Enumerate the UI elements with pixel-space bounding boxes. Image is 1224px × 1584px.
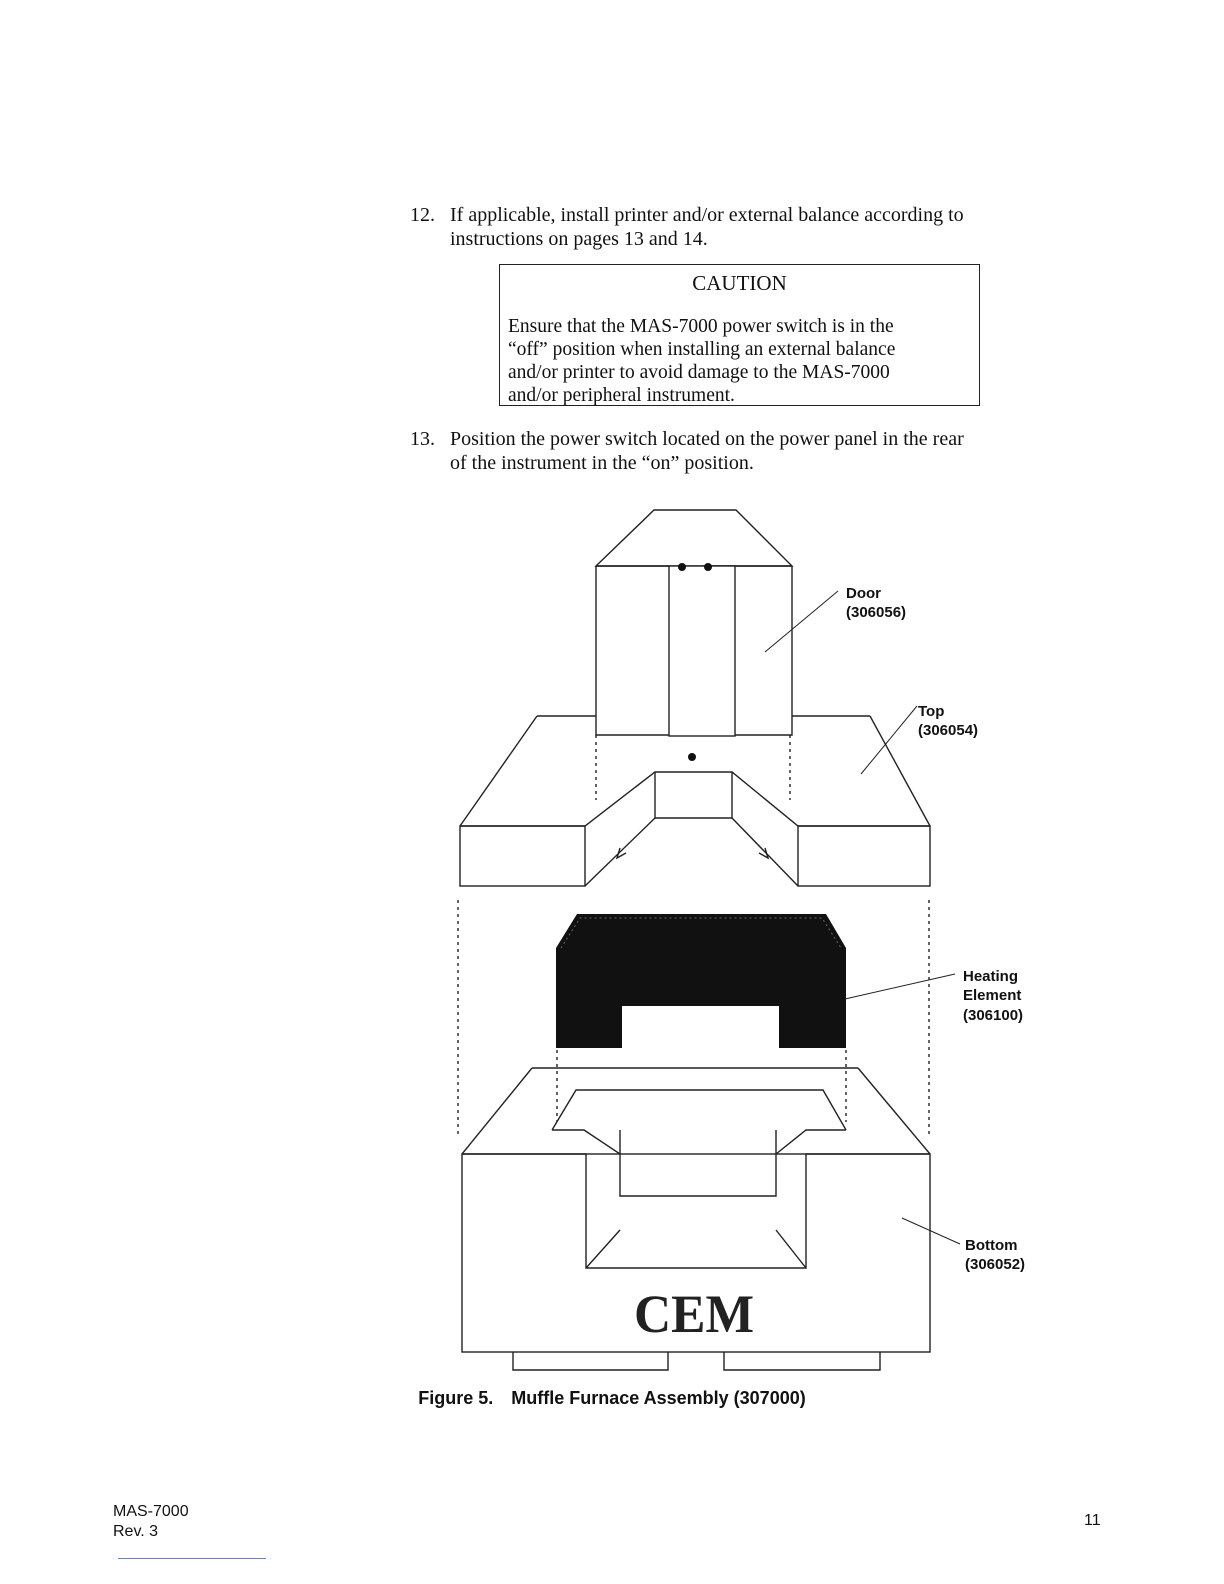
footer-rule: [118, 1558, 266, 1559]
cem-logo: CEM: [634, 1284, 754, 1344]
step-line: If applicable, install printer and/or external balance according to: [450, 204, 964, 226]
bottom-part-number: (306052): [965, 1256, 1026, 1273]
step-line: Position the power switch located on the power panel in the rear: [450, 428, 964, 450]
heating-element-part: [556, 914, 846, 1048]
door-label: Door: [846, 585, 881, 602]
top-hole: [688, 753, 696, 761]
heating-label-line2: Element: [963, 987, 1022, 1004]
top-label: Top: [918, 703, 945, 720]
top-part: [460, 716, 930, 886]
caution-line: “off” position when installing an external balance: [508, 339, 896, 360]
heating-label: Heating: [963, 968, 1019, 985]
door-part: [596, 510, 792, 736]
step-line: of the instrument in the “on” position.: [450, 452, 754, 474]
caution-title: CAUTION: [692, 271, 787, 295]
bottom-label: Bottom: [965, 1237, 1018, 1254]
step-number: 13.: [410, 428, 435, 450]
heating-part-number: (306100): [963, 1007, 1024, 1024]
door-hole: [678, 563, 686, 571]
page-number: 11: [1084, 1512, 1101, 1529]
caution-line: and/or peripheral instrument.: [508, 385, 735, 406]
caution-line: and/or printer to avoid damage to the MAS-7000: [508, 362, 890, 383]
bottom-leader-line: [902, 1218, 960, 1244]
caution-line: Ensure that the MAS-7000 power switch is in the: [508, 316, 894, 337]
step-line: instructions on pages 13 and 14.: [450, 228, 708, 250]
figure-caption: [0, 1388, 1224, 1409]
door-part-number: (306056): [846, 604, 907, 621]
heating-leader-line: [845, 974, 955, 999]
footer-model: MAS-7000: [113, 1503, 189, 1520]
door-hole: [704, 563, 712, 571]
footer-doc-id: [113, 1502, 189, 1542]
figure-title: Muffle Furnace Assembly (307000): [511, 1388, 806, 1408]
door-leader-line: [765, 591, 838, 652]
step-number: 12.: [410, 204, 435, 226]
footer-revision: Rev. 3: [113, 1523, 159, 1540]
top-part-number: (306054): [918, 722, 979, 739]
figure-number: Figure 5.: [418, 1388, 494, 1408]
